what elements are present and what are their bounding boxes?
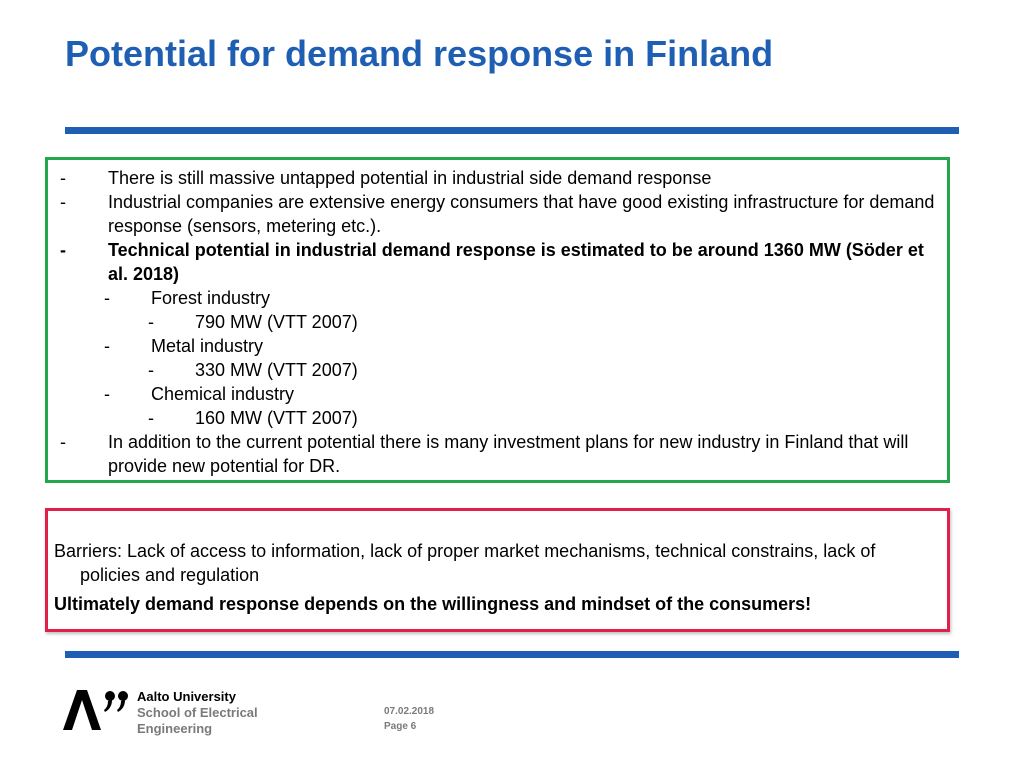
list-bullet: - xyxy=(148,408,154,428)
potential-bullet-list xyxy=(60,166,939,478)
list-item xyxy=(60,406,939,430)
list-bullet: - xyxy=(104,336,110,356)
slide-title: Potential for demand response in Finland xyxy=(65,33,774,74)
list-item-text: 330 MW (VTT 2007) xyxy=(195,360,358,380)
list-item-text: Chemical industry xyxy=(151,384,295,404)
list-bullet: - xyxy=(148,312,154,332)
top-divider xyxy=(65,127,959,134)
list-item-text: 160 MW (VTT 2007) xyxy=(195,408,358,428)
aalto-logo-icon xyxy=(63,688,129,732)
list-item-text: 790 MW (VTT 2007) xyxy=(195,312,358,332)
list-bullet: - xyxy=(60,240,66,260)
list-item xyxy=(60,382,939,406)
list-bullet: - xyxy=(148,360,154,380)
potential-box xyxy=(45,157,950,483)
list-item-text: There is still massive untapped potential in industrial side demand response xyxy=(108,168,712,188)
list-bullet: - xyxy=(60,192,66,212)
list-item-text: Industrial companies are extensive energy consumers that have good existing infrastructure for demand response (sensors, metering etc.). xyxy=(108,192,935,236)
bottom-divider xyxy=(65,651,959,658)
list-item xyxy=(60,190,939,238)
list-bullet: - xyxy=(104,288,110,308)
list-bullet: - xyxy=(60,432,66,452)
list-item-text: Technical potential in industrial demand response is estimated to be around 1360 MW (Söder et al. 2018) xyxy=(108,240,924,284)
list-bullet: - xyxy=(104,384,110,404)
barriers-box xyxy=(45,508,950,632)
school-name-line1: School of Electrical xyxy=(137,705,258,720)
university-name-block xyxy=(137,689,258,737)
list-item-text: In addition to the current potential there is many investment plans for new industry in Finland that will provide new potential for DR. xyxy=(108,432,909,476)
slide-meta xyxy=(384,704,434,734)
list-bullet: - xyxy=(60,168,66,188)
barriers-text: Barriers: Lack of access to information, lack of proper market mechanisms, technical constrains, lack of policies and regulation xyxy=(54,541,876,585)
list-item xyxy=(60,286,939,310)
university-name: Aalto University xyxy=(137,689,236,704)
slide-page-number: Page 6 xyxy=(384,721,417,732)
list-item xyxy=(60,238,939,286)
slide-date: 07.02.2018 xyxy=(384,706,435,717)
list-item xyxy=(60,430,939,478)
list-item xyxy=(60,334,939,358)
list-item-text: Metal industry xyxy=(151,336,264,356)
school-name-line2: Engineering xyxy=(137,721,213,736)
list-item xyxy=(60,358,939,382)
list-item xyxy=(60,166,939,190)
list-item xyxy=(60,310,939,334)
conclusion-text: Ultimately demand response depends on the willingness and mindset of the consumers! xyxy=(54,594,812,614)
list-item-text: Forest industry xyxy=(151,288,271,308)
